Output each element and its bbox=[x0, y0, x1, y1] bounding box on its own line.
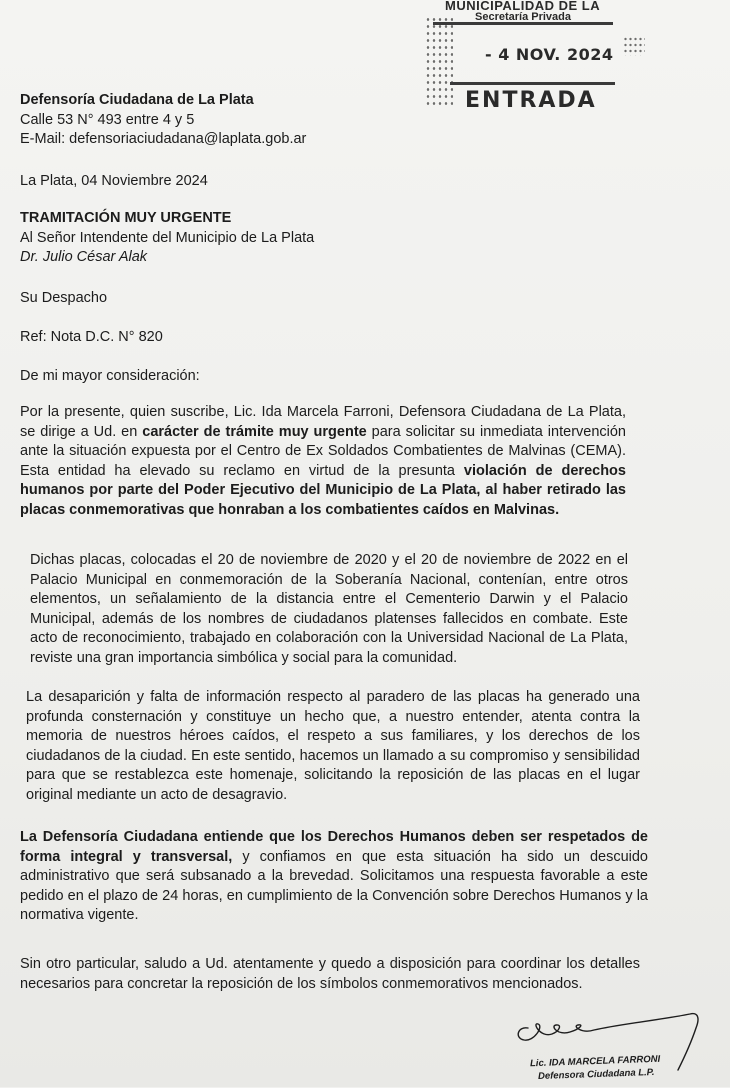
stamp-office: Secretaría Privada bbox=[475, 11, 572, 23]
sender-address: Calle 53 N° 493 entre 4 y 5 bbox=[20, 112, 195, 128]
p1-bold-1: carácter de trámite muy urgente bbox=[142, 423, 367, 440]
reference: Ref: Nota D.C. N° 820 bbox=[20, 329, 163, 345]
paragraph-1 bbox=[20, 403, 626, 520]
signatory-title: Defensora Ciudadana L.P. bbox=[537, 1066, 655, 1083]
paragraph-4 bbox=[20, 828, 648, 926]
recipient-line1: Al Señor Intendente del Municipio de La Plata bbox=[20, 230, 315, 246]
stamp-entry: ENTRADA bbox=[465, 88, 597, 113]
stamp-texture bbox=[425, 16, 453, 106]
paragraph-5: Sin otro particular, saludo a Ud. atentamente y quedo a disposición para coordinar los detalles necesarios para concretar la reposición de los símbolos conmemorativos mencionados. bbox=[20, 956, 640, 992]
paragraph-2: Dichas placas, colocadas el 20 de noviembre de 2020 y el 20 de noviembre de 2022 en el Palacio Municipal en conmemoración de la Soberanía Nacional, contenían, entre otros elementos, un señalamiento de la distancia entre el Cementerio Darwin y el Palacio Municipal, además de los nombres de ciudadanos platenses fallecidos en combate. Este acto de reconocimiento, trabajado en colaboración con la Universidad Nacional de La Plata, reviste una gran importancia simbólica y social para la comunidad. bbox=[30, 552, 628, 666]
place-date: La Plata, 04 Noviembre 2024 bbox=[20, 173, 208, 189]
paragraph-3: La desaparición y falta de información respecto al paradero de las placas ha generado una profunda consternación y constituye un hecho que, a nuestro entender, atenta contra la memoria de nuestros héroes caídos, el respeto a sus familiares, y los derechos de los ciudadanos de la ciudad. En este sentido, hacemos un llamado a su compromiso y sensibilidad para que se restablezca este homenaje, solicitando la reposición de las placas en el lugar original mediante un acto de desagravio. bbox=[26, 689, 640, 803]
priority-heading: TRAMITACIÓN MUY URGENTE bbox=[20, 210, 232, 226]
p4-text: y confiamos en que esta situación ha sido un descuido administrativo que será subsanado a la brevedad. Solicitamos una respuesta favorable a este pedido en el plazo de 24 horas, en cumplimiento de la Convención sobre Derechos Humanos y la normativa vigente. bbox=[20, 848, 648, 923]
stamp-divider-bottom bbox=[450, 82, 615, 85]
reception-stamp bbox=[425, 0, 625, 126]
sender-name: Defensoría Ciudadana de La Plata bbox=[20, 92, 254, 108]
stamp-org: MUNICIPALIDAD DE LA bbox=[445, 0, 601, 13]
signatory-name: Lic. IDA MARCELA FARRONI bbox=[529, 1053, 661, 1070]
p1-text-2: para solicitar su inmediata intervención ante la situación expuesta por el Centro de Ex Soldados Combatientes de Malvinas (CEMA). Esta entidad ha elevado su reclamo en virtud de la presunta bbox=[20, 423, 626, 479]
p1-bold-2: violación de derechos humanos por parte del Poder Ejecutivo del Municipio de La Plata, al haber retirado las placas conmemorativas que honraban a los combatientes caídos en Malvinas. bbox=[20, 462, 626, 518]
p4-bold: La Defensoría Ciudadana entiende que los Derechos Humanos deben ser respetados de forma integral y transversal, bbox=[20, 829, 648, 865]
despacho: Su Despacho bbox=[20, 290, 108, 306]
recipient-name: Dr. Julio César Alak bbox=[20, 249, 148, 265]
p1-text-1: Por la presente, quien suscribe, Lic. Ida Marcela Farroni, Defensora Ciudadana de La Plata, se dirige a Ud. en bbox=[20, 404, 626, 440]
greeting: De mi mayor consideración: bbox=[20, 368, 200, 384]
stamp-texture-right bbox=[623, 36, 645, 56]
stamp-date: - 4 NOV. 2024 bbox=[485, 45, 614, 64]
sender-email: E-Mail: defensoriaciudadana@laplata.gob.ar bbox=[20, 131, 307, 147]
